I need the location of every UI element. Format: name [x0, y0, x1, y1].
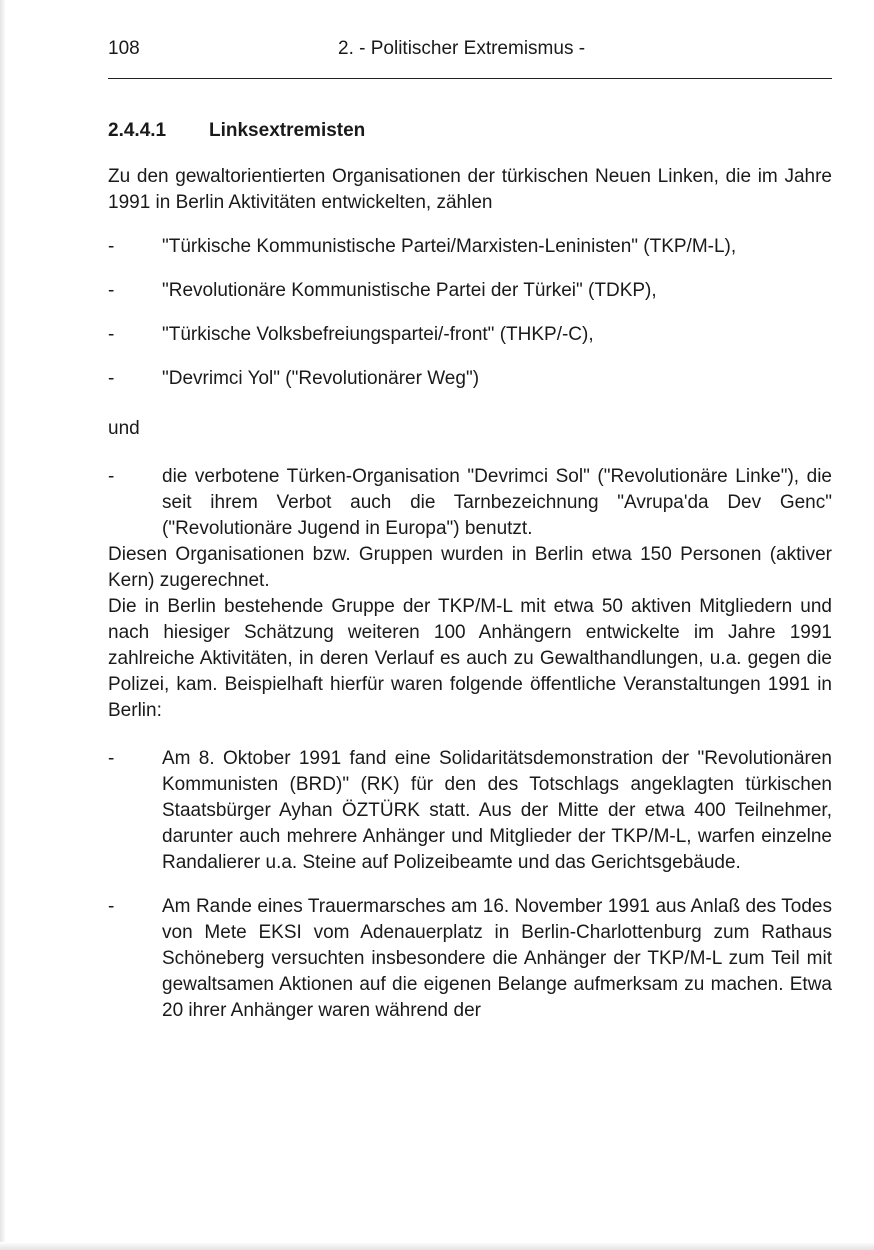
event-item-8-oktober	[108, 746, 832, 876]
page-number: 108	[108, 38, 140, 59]
paragraph-tkp-ml-activities: Die in Berlin bestehende Gruppe der TKP/M-L mit etwa 50 aktiven Mitgliedern und nach hiesiger Schätzung weiteren 100 Anhängern entwickelte im Jahre 1991 zahlreiche Aktivitäten, in deren Verlauf es auch zu Gewalthandlungen, u.a. gegen die Polizei, kam. Beispielhaft hierfür waren folgende öffentliche Veranstaltungen 1991 in Berlin:	[108, 596, 832, 721]
page-bottom-edge-shadow	[0, 1242, 874, 1250]
conjunction-und: und	[108, 418, 140, 439]
list-item-tdkp	[108, 278, 832, 304]
header-rule	[108, 78, 832, 79]
list-dash: -	[108, 896, 115, 917]
list-item-tkp-ml	[108, 234, 832, 260]
running-title: 2. - Politischer Extremismus -	[338, 38, 586, 59]
list-dash: -	[108, 236, 115, 257]
paragraph-membership: Diesen Organisationen bzw. Gruppen wurden in Berlin etwa 150 Personen (aktiver Kern) zugerechnet.	[108, 544, 832, 591]
list-item-text: "Türkische Kommunistische Partei/Marxisten-Leninisten" (TKP/M-L),	[162, 236, 737, 257]
section-title: Linksextremisten	[209, 120, 366, 141]
list-item-text: die verbotene Türken-Organisation "Devrimci Sol" ("Revolutionäre Linke"), die seit ihrem Verbot auch die Tarnbezeichnung "Avrupa'da Dev Genc" ("Revolutionäre Jugend in Europa") benutzt.	[162, 466, 832, 539]
list-dash: -	[108, 324, 115, 345]
event-text: Am Rande eines Trauermarsches am 16. November 1991 aus Anlaß des Todes von Mete EKSI vom Adenauerplatz in Berlin-Charlottenburg zum Rathaus Schöneberg versuchten insbesondere die Anhänger der TKP/M-L zum Teil mit gewaltsamen Aktionen auf die eigenen Belange aufmerksam zu machen. Etwa 20 ihrer Anhänger waren während der	[162, 896, 832, 1021]
list-item-devrimci-sol	[108, 464, 832, 542]
list-dash: -	[108, 748, 115, 769]
page-body	[108, 118, 832, 1024]
intro-paragraph: Zu den gewaltorientierten Organisationen der türkischen Neuen Linken, die im Jahre 1991 in Berlin Aktivitäten entwickelten, zählen	[108, 166, 832, 213]
page-left-edge-shadow	[0, 0, 6, 1250]
section-heading	[108, 118, 832, 144]
section-number: 2.4.4.1	[108, 120, 167, 141]
page-header	[108, 38, 832, 66]
list-dash: -	[108, 368, 115, 389]
list-dash: -	[108, 280, 115, 301]
list-item-devrimci-yol	[108, 366, 832, 392]
event-text: Am 8. Oktober 1991 fand eine Solidaritätsdemonstration der "Revolutionären Kommunisten (BRD)" (RK) für den des Totschlags angeklagten türkischen Staatsbürger Ayhan ÖZTÜRK statt. Aus der Mitte der etwa 400 Teilnehmer, darunter auch mehrere Anhänger und Mitglieder der TKP/M-L, warfen einzelne Randalierer u.a. Steine auf Polizeibeamte und das Gerichtsgebäude.	[162, 748, 832, 873]
event-item-16-november	[108, 894, 832, 1024]
list-item-text: "Türkische Volksbefreiungspartei/-front" (THKP/-C),	[162, 324, 594, 345]
list-item-text: "Revolutionäre Kommunistische Partei der Türkei" (TDKP),	[162, 280, 657, 301]
list-dash: -	[108, 466, 115, 487]
list-item-text: "Devrimci Yol" ("Revolutionärer Weg")	[162, 368, 480, 389]
list-item-thkp-c	[108, 322, 832, 348]
